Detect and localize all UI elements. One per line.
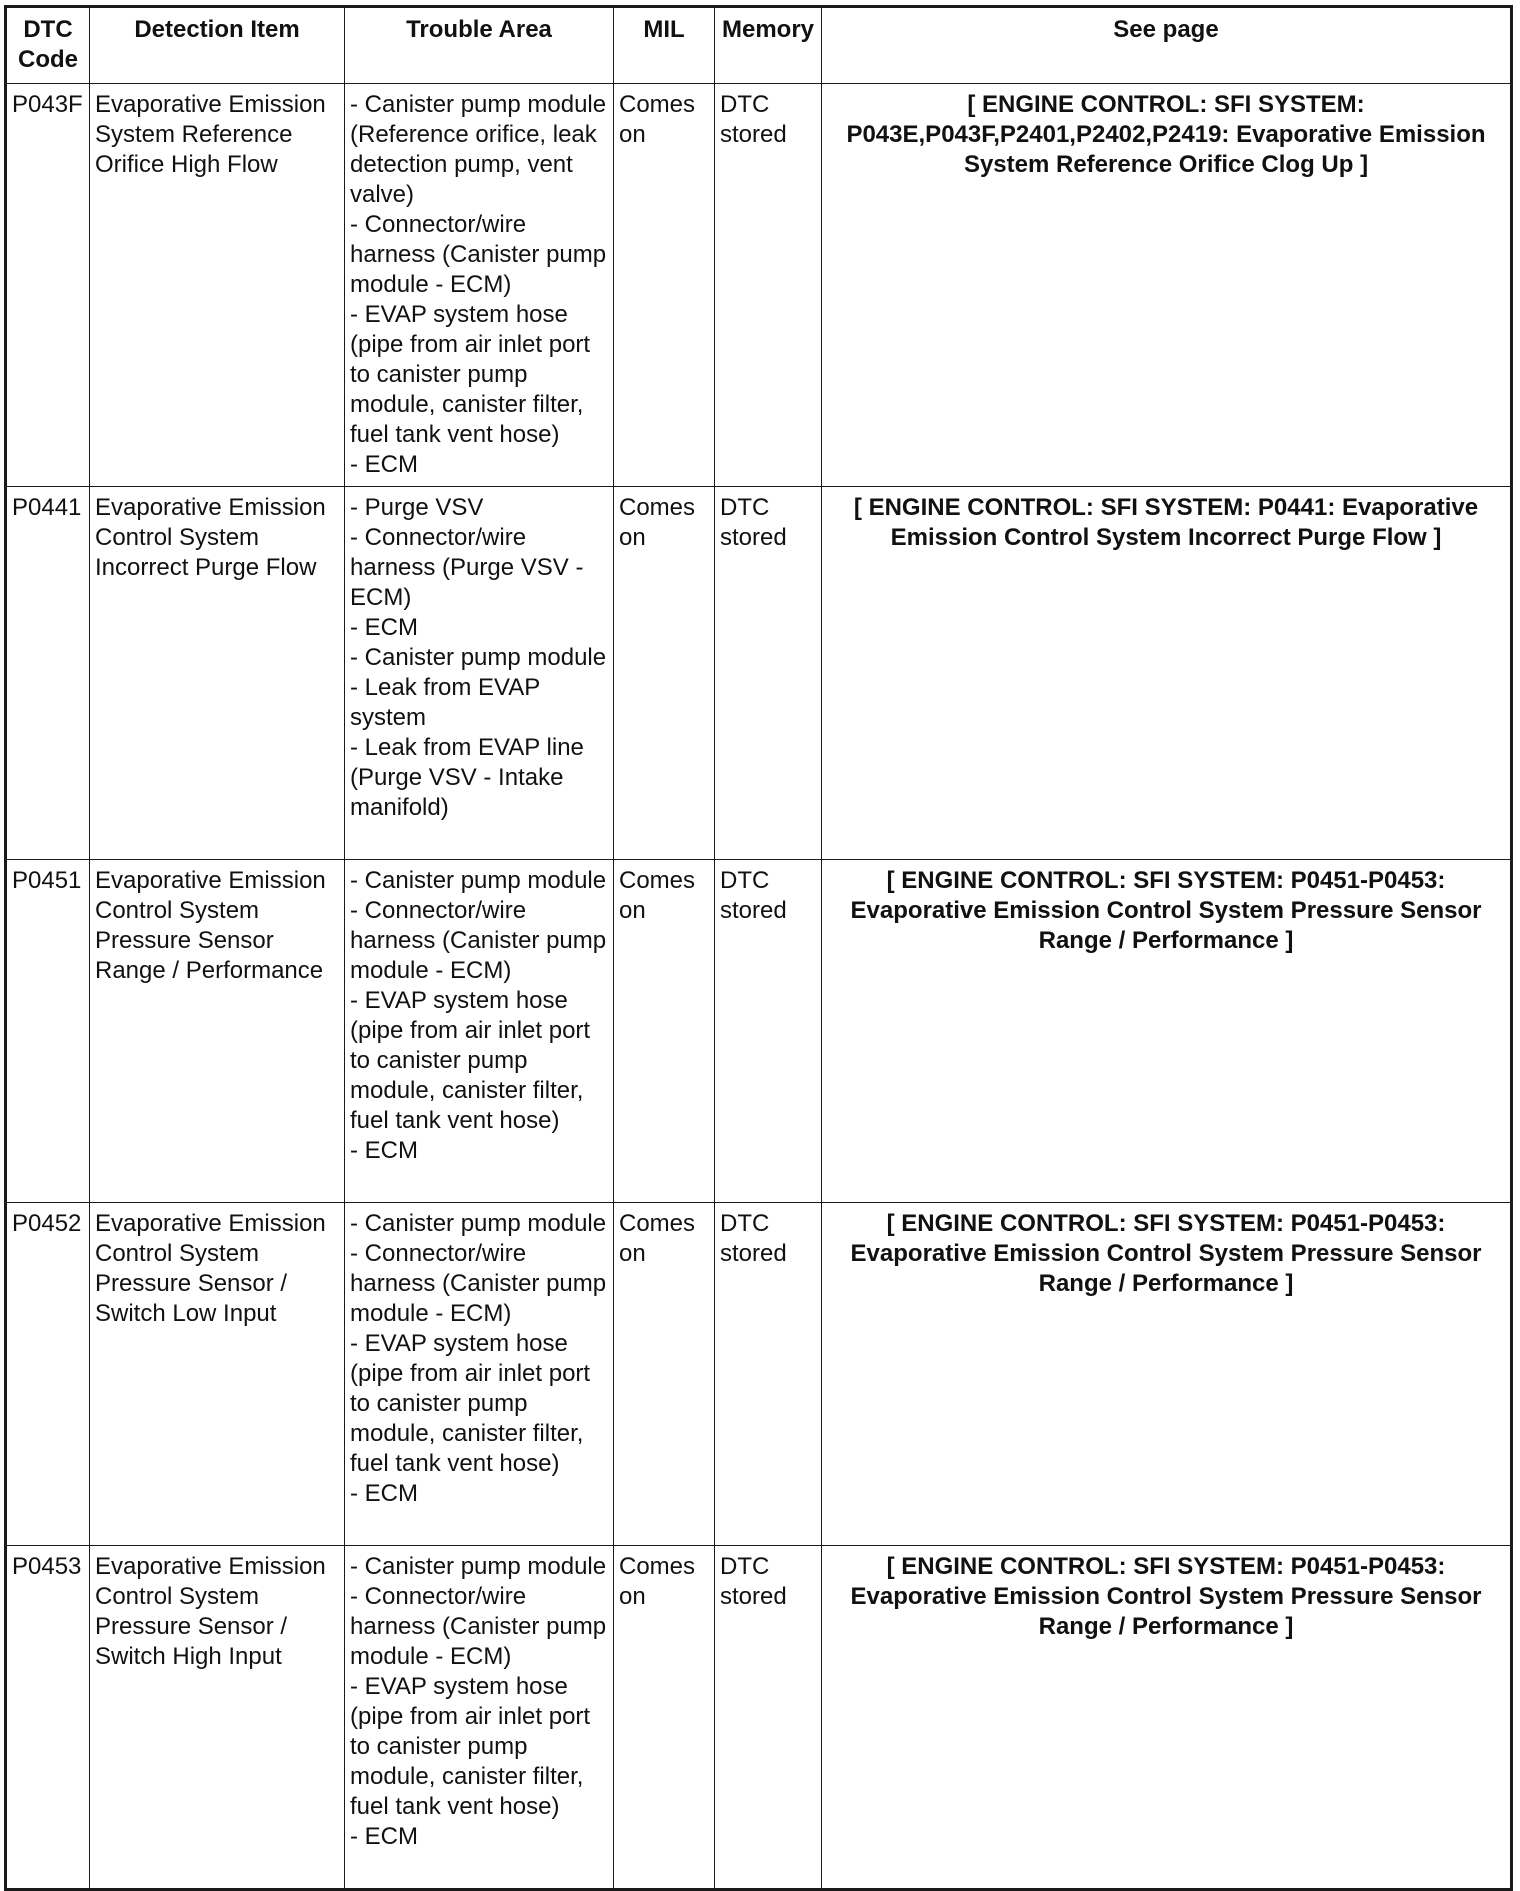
header-detection-item: Detection Item: [90, 7, 345, 84]
see-page-link[interactable]: [ ENGINE CONTROL: SFI SYSTEM: P0451-P0453: Evaporative Emission Control System Pressure Sensor Range / Performance ]: [822, 1546, 1512, 1890]
detection-item-cell: Evaporative Emission Control System Pressure Sensor / Switch Low Input: [90, 1203, 345, 1546]
see-page-link[interactable]: [ ENGINE CONTROL: SFI SYSTEM: P0451-P0453: Evaporative Emission Control System Pressure Sensor Range / Performance ]: [822, 1203, 1512, 1546]
header-dtc-code: DTC Code: [6, 7, 90, 84]
mil-cell: Comes on: [614, 1203, 715, 1546]
mil-cell: Comes on: [614, 1546, 715, 1890]
trouble-area-cell: - Purge VSV - Connector/wire harness (Purge VSV - ECM) - ECM - Canister pump module - Leak from EVAP system - Leak from EVAP line (Purge VSV - Intake manifold): [345, 487, 614, 860]
mil-cell: Comes on: [614, 487, 715, 860]
trouble-area-cell: - Canister pump module - Connector/wire harness (Canister pump module - ECM) - EVAP system hose (pipe from air inlet port to canister pump module, canister filter, fuel tank vent hose) - ECM: [345, 860, 614, 1203]
table-row: [6, 1546, 1512, 1890]
dtc-code-cell: P0452: [6, 1203, 90, 1546]
memory-cell: DTC stored: [715, 860, 822, 1203]
memory-cell: DTC stored: [715, 1546, 822, 1890]
dtc-table: [4, 5, 1513, 1891]
table-row: [6, 487, 1512, 860]
memory-cell: DTC stored: [715, 1203, 822, 1546]
trouble-area-cell: - Canister pump module - Connector/wire harness (Canister pump module - ECM) - EVAP system hose (pipe from air inlet port to canister pump module, canister filter, fuel tank vent hose) - ECM: [345, 1203, 614, 1546]
detection-item-cell: Evaporative Emission System Reference Orifice High Flow: [90, 84, 345, 487]
see-page-link[interactable]: [ ENGINE CONTROL: SFI SYSTEM: P0441: Evaporative Emission Control System Incorrect Purge Flow ]: [822, 487, 1512, 860]
table-row: [6, 84, 1512, 487]
memory-cell: DTC stored: [715, 487, 822, 860]
header-mil: MIL: [614, 7, 715, 84]
detection-item-cell: Evaporative Emission Control System Incorrect Purge Flow: [90, 487, 345, 860]
header-see-page: See page: [822, 7, 1512, 84]
table-row: [6, 860, 1512, 1203]
table-row: [6, 1203, 1512, 1546]
see-page-link[interactable]: [ ENGINE CONTROL: SFI SYSTEM: P0451-P0453: Evaporative Emission Control System Pressure Sensor Range / Performance ]: [822, 860, 1512, 1203]
dtc-code-cell: P0441: [6, 487, 90, 860]
memory-cell: DTC stored: [715, 84, 822, 487]
dtc-code-cell: P0451: [6, 860, 90, 1203]
table-header-row: [6, 7, 1512, 84]
mil-cell: Comes on: [614, 84, 715, 487]
mil-cell: Comes on: [614, 860, 715, 1203]
header-memory: Memory: [715, 7, 822, 84]
dtc-code-cell: P043F: [6, 84, 90, 487]
dtc-code-cell: P0453: [6, 1546, 90, 1890]
trouble-area-cell: - Canister pump module (Reference orifice, leak detection pump, vent valve) - Connector/wire harness (Canister pump module - ECM) - EVAP system hose (pipe from air inlet port to canister pump module, canister filter, fuel tank vent hose) - ECM: [345, 84, 614, 487]
trouble-area-cell: - Canister pump module - Connector/wire harness (Canister pump module - ECM) - EVAP system hose (pipe from air inlet port to canister pump module, canister filter, fuel tank vent hose) - ECM: [345, 1546, 614, 1890]
detection-item-cell: Evaporative Emission Control System Pressure Sensor / Switch High Input: [90, 1546, 345, 1890]
header-trouble-area: Trouble Area: [345, 7, 614, 84]
see-page-link[interactable]: [ ENGINE CONTROL: SFI SYSTEM: P043E,P043F,P2401,P2402,P2419: Evaporative Emission System Reference Orifice Clog Up ]: [822, 84, 1512, 487]
detection-item-cell: Evaporative Emission Control System Pressure Sensor Range / Performance: [90, 860, 345, 1203]
